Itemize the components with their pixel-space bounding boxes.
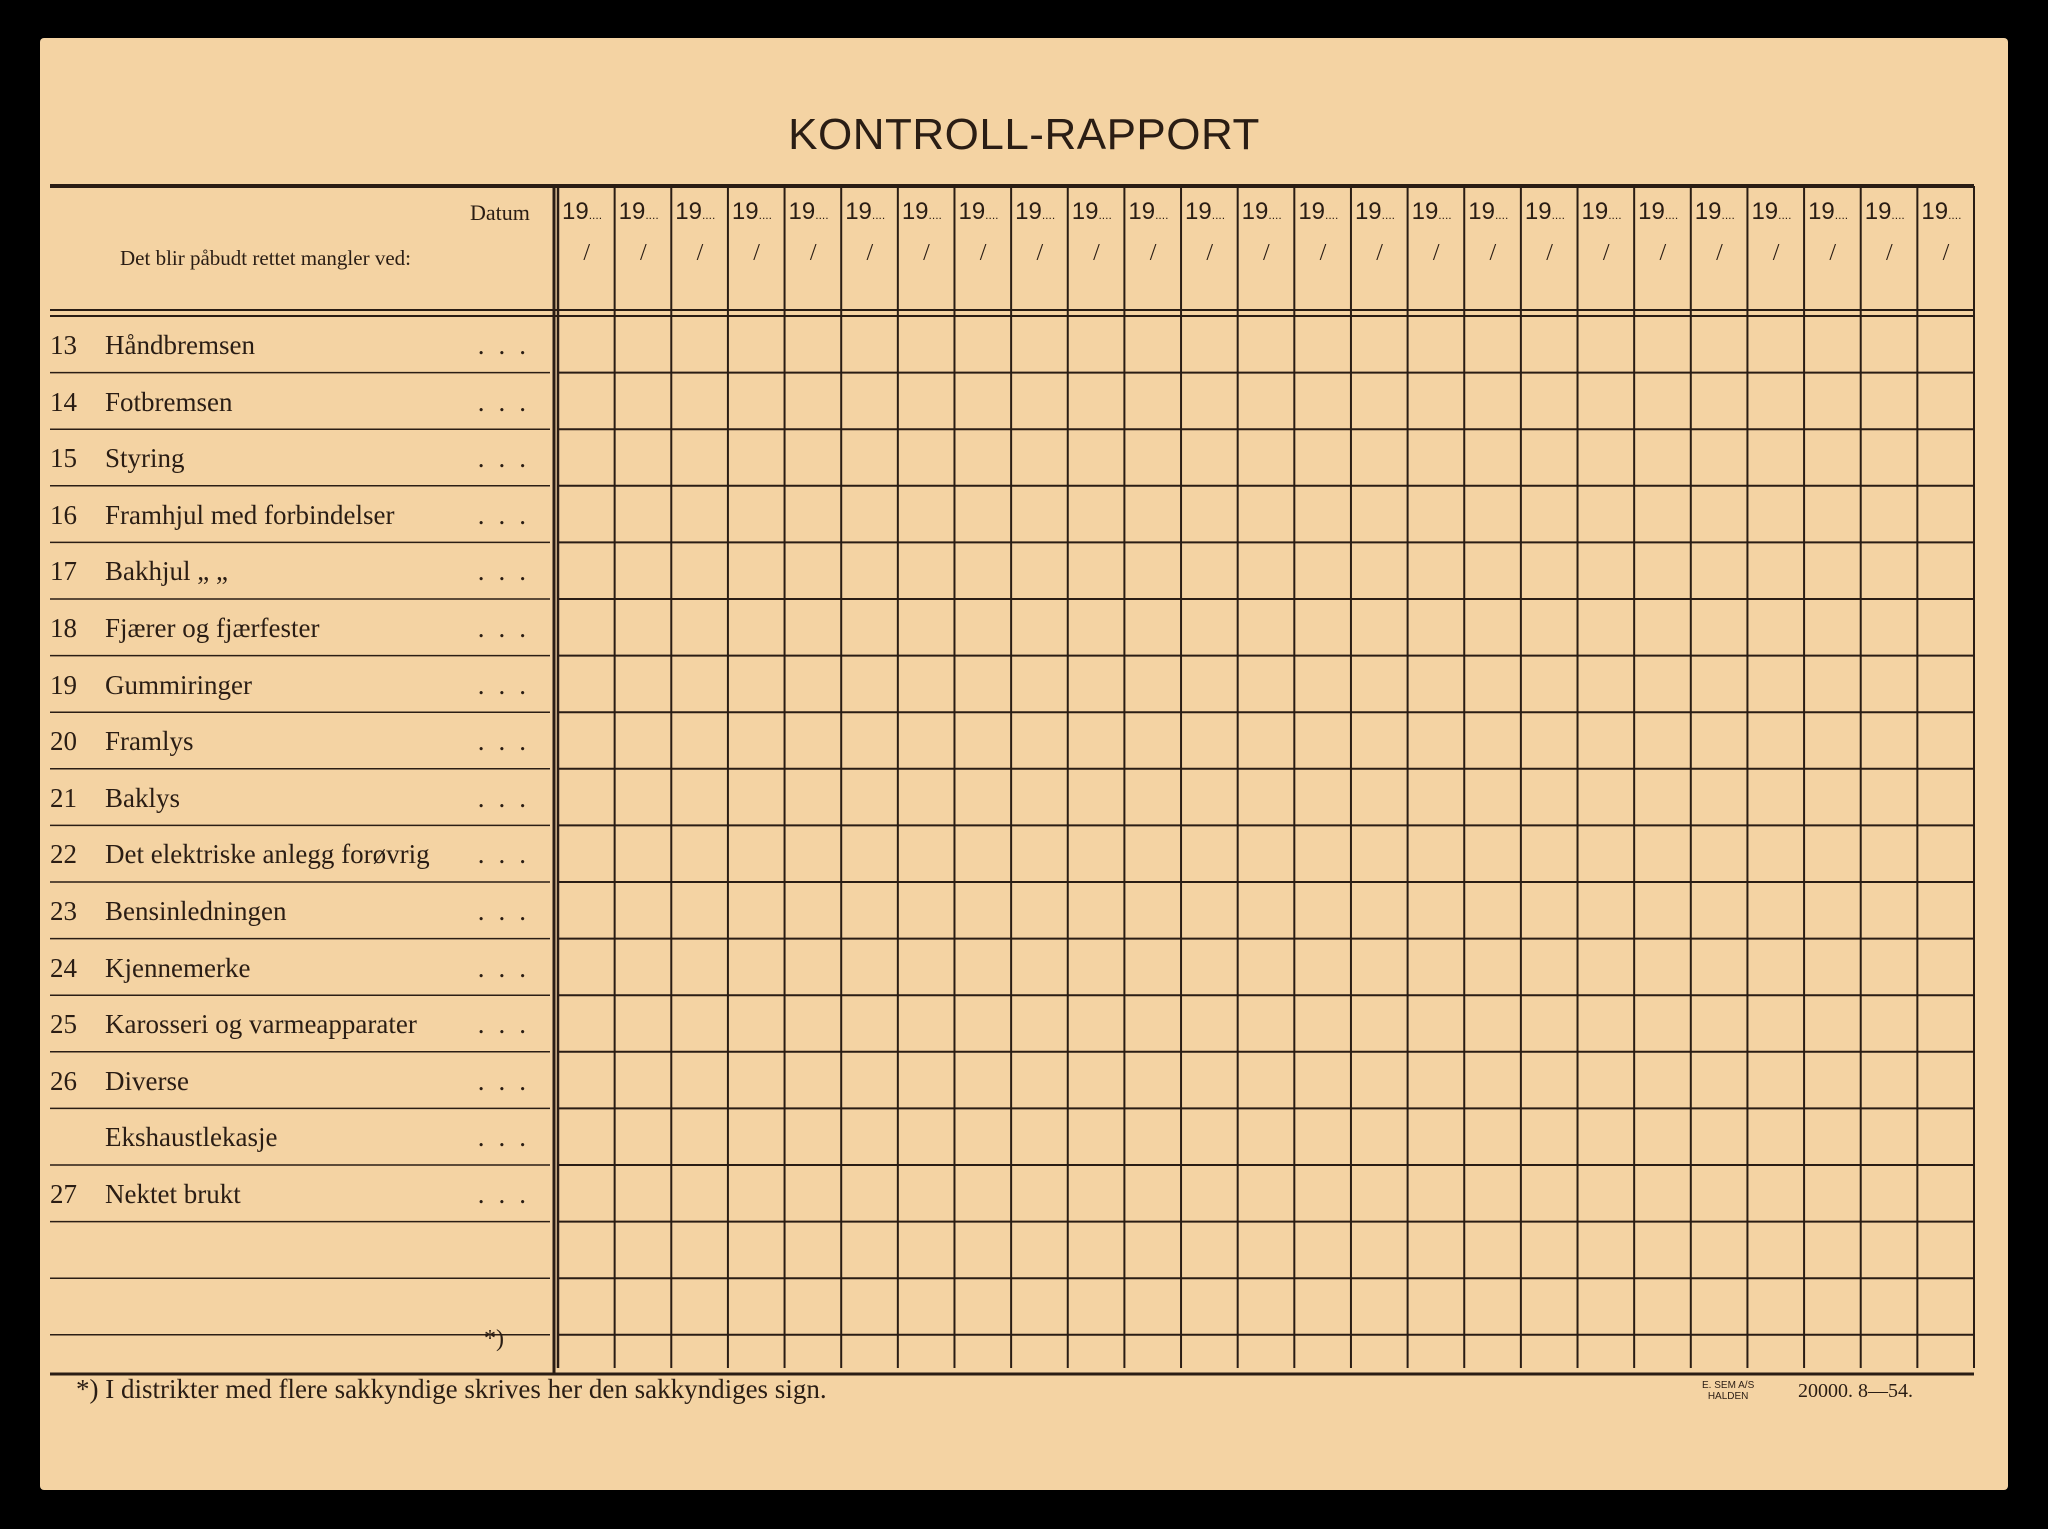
printer-line-1: E. SEM A/S	[1702, 1380, 1755, 1391]
year-label: 19....	[1128, 198, 1169, 225]
year-label: 19....	[1524, 198, 1565, 225]
date-slash: /	[1263, 240, 1270, 266]
date-slash: /	[809, 240, 817, 266]
year-label: 19....	[1468, 198, 1509, 225]
leader-dots: ...	[477, 443, 540, 474]
year-label: 19....	[731, 198, 772, 225]
year-label: 19....	[1298, 198, 1339, 225]
row-number: 14	[50, 386, 77, 417]
year-label: 19....	[1185, 198, 1226, 225]
date-slash: /	[923, 240, 930, 266]
year-label: 19....	[1354, 198, 1395, 225]
date-slash: /	[1602, 240, 1610, 266]
date-slash: /	[1376, 240, 1383, 266]
year-label: 19....	[675, 198, 716, 225]
row-number: 21	[50, 782, 77, 813]
year-label: 19....	[901, 198, 942, 225]
printer-line-2: HALDEN	[1707, 1391, 1749, 1402]
row-number: 22	[50, 839, 77, 870]
leader-dots: ...	[477, 1065, 540, 1096]
leader-dots: ...	[477, 386, 540, 417]
row-text: Kjennemerke	[105, 952, 251, 983]
row-text: Håndbremsen	[105, 330, 255, 360]
row-text: Karosseri og varmeapparater	[105, 1009, 417, 1040]
year-label: 19....	[1241, 198, 1282, 225]
year-label: 19....	[1921, 198, 1962, 225]
leader-dots: ...	[477, 669, 540, 700]
year-label: 19....	[1638, 198, 1679, 225]
date-slash: /	[1206, 240, 1214, 266]
year-label: 19....	[562, 198, 603, 225]
date-slash: /	[1432, 240, 1440, 266]
row-text: Framlys	[105, 726, 194, 757]
row-text: Ekshaustlekasje	[105, 1122, 278, 1153]
row-number: 20	[50, 726, 77, 757]
date-slash: /	[1036, 240, 1044, 266]
year-label: 19....	[1751, 198, 1792, 225]
row-number: 19	[50, 669, 77, 700]
row-number: 17	[50, 556, 77, 587]
leader-dots: ...	[477, 839, 540, 870]
date-slash: /	[1942, 240, 1950, 266]
year-label: 19....	[1581, 198, 1622, 225]
subheader-label: Det blir påbudt rettet mangler ved:	[120, 246, 411, 270]
date-slash: /	[1149, 240, 1157, 266]
year-label: 19....	[1808, 198, 1849, 225]
row-text: Baklys	[105, 782, 181, 813]
date-slash: /	[1546, 240, 1553, 266]
row-text: Gummiringer	[105, 669, 252, 700]
year-label: 19....	[1864, 198, 1905, 225]
row-number: 24	[50, 952, 77, 983]
row-text: Bakhjul „ „	[105, 556, 228, 587]
date-slash: /	[1489, 240, 1497, 266]
row-text: Bensinledningen	[105, 896, 287, 926]
date-slash: /	[1319, 240, 1327, 266]
leader-dots: ...	[477, 896, 540, 926]
year-label: 19....	[1071, 198, 1112, 225]
year-label: 19....	[618, 198, 659, 225]
row-text: Fjærer og fjærfester	[105, 613, 320, 643]
date-slash: /	[1093, 240, 1100, 266]
page-title: KONTROLL-RAPPORT	[788, 110, 1260, 159]
row-text: Nektet brukt	[105, 1179, 241, 1209]
date-slash: /	[866, 240, 874, 266]
year-label: 19....	[845, 198, 886, 225]
row-text: Framhjul med forbindelser	[105, 499, 395, 530]
leader-dots: ...	[477, 1009, 540, 1040]
year-label: 19....	[1694, 198, 1735, 225]
datum-label: Datum	[470, 200, 530, 225]
date-slash: /	[1716, 240, 1723, 266]
row-number: 15	[50, 443, 77, 474]
print-code: 20000. 8—54.	[1798, 1380, 1913, 1402]
year-label: 19....	[1411, 198, 1452, 225]
footnote-text: *) I distrikter med flere sakkyndige skrives her den sakkyndiges sign.	[76, 1374, 827, 1404]
row-number: 13	[50, 330, 77, 360]
report-card	[40, 38, 2008, 1490]
row-number: 26	[50, 1065, 77, 1096]
row-text: Fotbremsen	[105, 386, 233, 417]
year-label: 19....	[958, 198, 999, 225]
row-number: 16	[50, 499, 77, 530]
year-label: 19....	[788, 198, 829, 225]
row-text: Styring	[105, 443, 185, 474]
date-slash: /	[1659, 240, 1667, 266]
date-slash: /	[1829, 240, 1837, 266]
date-slash: /	[639, 240, 647, 266]
row-text: Diverse	[105, 1065, 189, 1096]
leader-dots: ...	[477, 782, 540, 813]
row-number: 27	[50, 1179, 77, 1209]
year-label: 19....	[1015, 198, 1056, 225]
date-slash: /	[979, 240, 987, 266]
leader-dots: ...	[477, 1122, 540, 1153]
printer-mark	[1702, 1380, 1754, 1402]
date-slash: /	[696, 240, 704, 266]
row-number: 18	[50, 613, 77, 643]
date-slash: /	[1772, 240, 1780, 266]
date-slash: /	[753, 240, 760, 266]
date-slash: /	[1886, 240, 1893, 266]
leader-dots: ...	[477, 499, 540, 530]
leader-dots: ...	[477, 330, 540, 360]
row-number: 25	[50, 1009, 77, 1040]
leader-dots: ...	[477, 726, 540, 757]
leader-dots: ...	[477, 613, 540, 643]
leader-dots: ...	[477, 952, 540, 983]
date-slash: /	[583, 240, 590, 266]
row-number: 23	[50, 896, 77, 926]
signature-footnote-mark: *)	[484, 1326, 504, 1352]
leader-dots: ...	[477, 556, 540, 587]
row-text: Det elektriske anlegg forøvrig	[105, 839, 430, 870]
leader-dots: ...	[477, 1179, 540, 1209]
